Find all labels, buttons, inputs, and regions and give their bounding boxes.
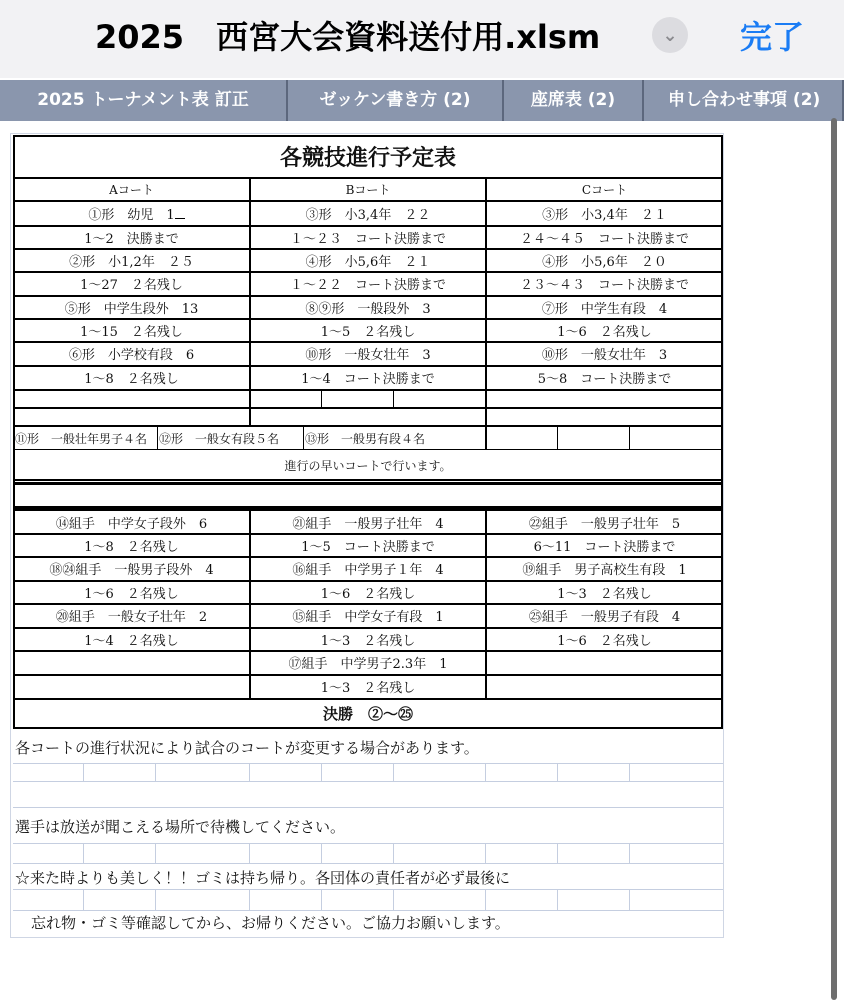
event-cell[interactable]: 1～3 ２名残し: [320, 681, 416, 696]
gridline-light: [485, 843, 486, 863]
gridline-light: [13, 863, 723, 864]
event-cell[interactable]: ⑥形 小学校有段 6: [68, 348, 195, 363]
tab-seating[interactable]: 座席表 (2): [504, 80, 644, 121]
event-cell[interactable]: ⑯組手 中学男子１年 4: [292, 563, 444, 578]
finals-kata-cell[interactable]: ⑫形 一般女有段５名: [159, 431, 280, 446]
event-cell[interactable]: １～２３ コート決勝まで: [289, 232, 446, 247]
note-text: 忘れ物・ゴミ等確認してから、お帰りください。ご協力お願いします。: [31, 914, 510, 932]
grid-line: [303, 425, 304, 449]
gridline-light: [249, 843, 250, 863]
note-text: 選手は放送が聞こえる場所で待機してください。: [15, 818, 346, 836]
event-cell[interactable]: ２４～４５ コート決勝まで: [519, 232, 689, 247]
event-cell[interactable]: ㉑組手 一般男子壮年 4: [292, 517, 444, 532]
grid-line: [13, 271, 723, 273]
grid-line: [13, 479, 723, 481]
grid-line: [13, 533, 723, 535]
grid-line: [13, 509, 723, 511]
gridline-light: [557, 763, 558, 781]
event-cell[interactable]: 1～4 ２名残し: [84, 634, 179, 649]
event-cell[interactable]: ２３～４３ コート決勝まで: [519, 278, 689, 293]
gridline-light: [83, 843, 84, 863]
grid-line: [13, 177, 723, 179]
gridline-light: [13, 807, 723, 808]
gridline-light: [155, 763, 156, 781]
grid-line: [13, 425, 723, 427]
gridline-light: [13, 910, 723, 911]
grid-line: [157, 425, 158, 449]
event-cell[interactable]: ㉒組手 一般男子壮年 5: [528, 517, 681, 532]
note-text: ☆来た時よりも美しく！！ゴミは持ち帰り。各団体の責任者が必ず最後に: [15, 869, 511, 887]
chevron-down-icon[interactable]: ⌄: [652, 17, 688, 53]
court-header[interactable]: Bコート: [345, 182, 391, 197]
event-cell[interactable]: 1～3 ２名残し: [557, 587, 652, 602]
grid-line: [13, 449, 723, 450]
tab-agreements[interactable]: 申し合わせ事項 (2): [644, 80, 844, 121]
gridline-light: [629, 889, 630, 910]
event-cell[interactable]: [486, 675, 723, 698]
grid-line: [13, 365, 723, 367]
event-cell[interactable]: ③形 小3,4年 ２２: [305, 208, 431, 223]
gridline-light: [321, 843, 322, 863]
event-cell[interactable]: １～２２ コート決勝まで: [289, 278, 446, 293]
gridline-light: [155, 843, 156, 863]
gridline-light: [485, 889, 486, 910]
event-cell[interactable]: ⑮組手 中学女子有段 1: [292, 610, 444, 625]
grid-line: [13, 248, 723, 250]
gridline-light: [83, 889, 84, 910]
gridline-light: [13, 763, 723, 764]
event-cell[interactable]: ①形 幼児 1: [88, 208, 175, 223]
gridline-light: [393, 889, 394, 910]
event-cell[interactable]: ⑭組手 中学女子段外 6: [55, 517, 208, 532]
event-cell[interactable]: [486, 651, 723, 674]
grid-line: [13, 650, 723, 652]
title-bar: [0, 0, 844, 78]
gridline-light: [629, 763, 630, 781]
vertical-scrollbar[interactable]: [831, 118, 837, 1000]
gridline-light: [629, 843, 630, 863]
grid-line: [13, 295, 723, 297]
event-cell[interactable]: 1～15 ２名残し: [80, 325, 183, 340]
event-cell[interactable]: ⑩形 一般女壮年 3: [541, 348, 668, 363]
finals-kata-cell[interactable]: ⑬形 一般男有段４名: [305, 431, 426, 446]
court-header[interactable]: Cコート: [581, 182, 628, 197]
done-button[interactable]: 完了: [740, 18, 805, 56]
grid-line: [13, 225, 723, 227]
grid-line: [557, 425, 558, 449]
gridline-light: [155, 889, 156, 910]
grid-line: [13, 556, 723, 558]
event-cell[interactable]: 1～6 ２名残し: [557, 634, 652, 649]
grid-line: [721, 425, 723, 449]
gridline-light: [321, 763, 322, 781]
event-cell[interactable]: 1～5 ２名残し: [320, 325, 416, 340]
gridline-light: [13, 843, 723, 844]
event-cell[interactable]: ⑦形 中学生有段 4: [541, 302, 668, 317]
gridline-light: [393, 763, 394, 781]
gridline-light: [485, 763, 486, 781]
event-cell[interactable]: 5～8 コート決勝まで: [537, 372, 672, 387]
grid-line: [13, 727, 723, 729]
event-cell[interactable]: [13, 675, 250, 698]
event-cell[interactable]: ⑧⑨形 一般段外 3: [305, 302, 431, 317]
gridline-light: [557, 889, 558, 910]
sheet-tab-bar: [0, 80, 844, 121]
event-cell[interactable]: ③形 小3,4年 ２１: [542, 208, 667, 223]
event-cell[interactable]: ②形 小1,2年 ２５: [69, 255, 194, 270]
event-cell[interactable]: ④形 小5,6年 ２１: [305, 255, 431, 270]
finals-kata-cell[interactable]: ⑪形 一般壮年男子４名: [15, 431, 148, 446]
event-cell[interactable]: ⑳組手 一般女子壮年 2: [55, 610, 208, 625]
tab-zekken[interactable]: ゼッケン書き方 (2): [288, 80, 504, 121]
grid-line: [321, 389, 322, 407]
event-cell[interactable]: 1～27 ２名残し: [80, 278, 183, 293]
event-cell[interactable]: ㉕組手 一般男子有段 4: [528, 610, 681, 625]
event-cell[interactable]: ④形 小5,6年 ２０: [542, 255, 667, 270]
grid-line: [13, 318, 723, 320]
event-cell[interactable]: ⑱㉔組手 一般男子段外 4: [49, 563, 214, 578]
gridline-light: [83, 763, 84, 781]
court-header[interactable]: Aコート: [109, 182, 154, 197]
grid-line: [13, 135, 723, 137]
gridline-light: [13, 781, 723, 782]
event-cell[interactable]: 1～2 決勝まで: [84, 232, 179, 247]
grid-line: [485, 509, 487, 698]
event-cell[interactable]: 6～11 コート決勝まで: [533, 540, 676, 555]
final-label[interactable]: 決勝 ②～㉕: [322, 705, 413, 723]
event-cell[interactable]: ⑤形 中学生段外 13: [64, 302, 199, 317]
gridline-light: [393, 843, 394, 863]
grid-line: [13, 200, 723, 202]
grid-line: [485, 177, 487, 449]
grid-line: [13, 482, 723, 485]
grid-line: [13, 341, 723, 343]
event-cell[interactable]: 1～3 ２名残し: [320, 634, 416, 649]
gridline-light: [13, 889, 723, 890]
grid-line: [393, 389, 394, 407]
grid-line: [13, 407, 723, 409]
gridline-light: [321, 889, 322, 910]
sheet-title[interactable]: 各競技進行予定表: [279, 145, 456, 171]
event-cell[interactable]: ⑲組手 男子高校生有段 1: [522, 563, 687, 578]
grid-line: [13, 389, 723, 391]
grid-line: [13, 674, 723, 676]
input-underline: [175, 218, 185, 219]
grid-line: [13, 580, 723, 582]
event-cell[interactable]: 1～6 ２名残し: [84, 587, 179, 602]
event-cell[interactable]: ⑰組手 中学男子2.3年 1: [288, 657, 448, 672]
file-title: 2025 西宮大会資料送付用.xlsm: [95, 18, 601, 56]
event-cell[interactable]: 1～6 ２名残し: [557, 325, 652, 340]
grid-line: [13, 627, 723, 629]
gridline-light: [249, 763, 250, 781]
event-cell[interactable]: 1～8 ２名残し: [84, 372, 179, 387]
tab-tournament[interactable]: 2025 トーナメント表 訂正: [0, 80, 288, 121]
spreadsheet-area[interactable]: [10, 133, 724, 938]
note-text: 各コートの進行状況により試合のコートが変更する場合があります。: [15, 739, 479, 757]
event-cell[interactable]: 1～4 コート決勝まで: [301, 372, 435, 387]
grid-line: [13, 698, 723, 700]
grid-line: [13, 603, 723, 605]
event-cell[interactable]: ⑩形 一般女壮年 3: [305, 348, 431, 363]
event-cell[interactable]: 1～8 ２名残し: [84, 540, 179, 555]
event-cell[interactable]: [13, 651, 250, 674]
gridline-light: [557, 843, 558, 863]
fast-court-note[interactable]: 進行の早いコートで行います。: [284, 458, 452, 473]
gridline-light: [249, 889, 250, 910]
grid-line: [13, 135, 15, 728]
event-cell[interactable]: 1～5 コート決勝まで: [301, 540, 435, 555]
grid-line: [249, 177, 251, 425]
grid-line: [629, 425, 630, 449]
grid-line: [249, 509, 251, 698]
event-cell[interactable]: 1～6 ２名残し: [320, 587, 416, 602]
